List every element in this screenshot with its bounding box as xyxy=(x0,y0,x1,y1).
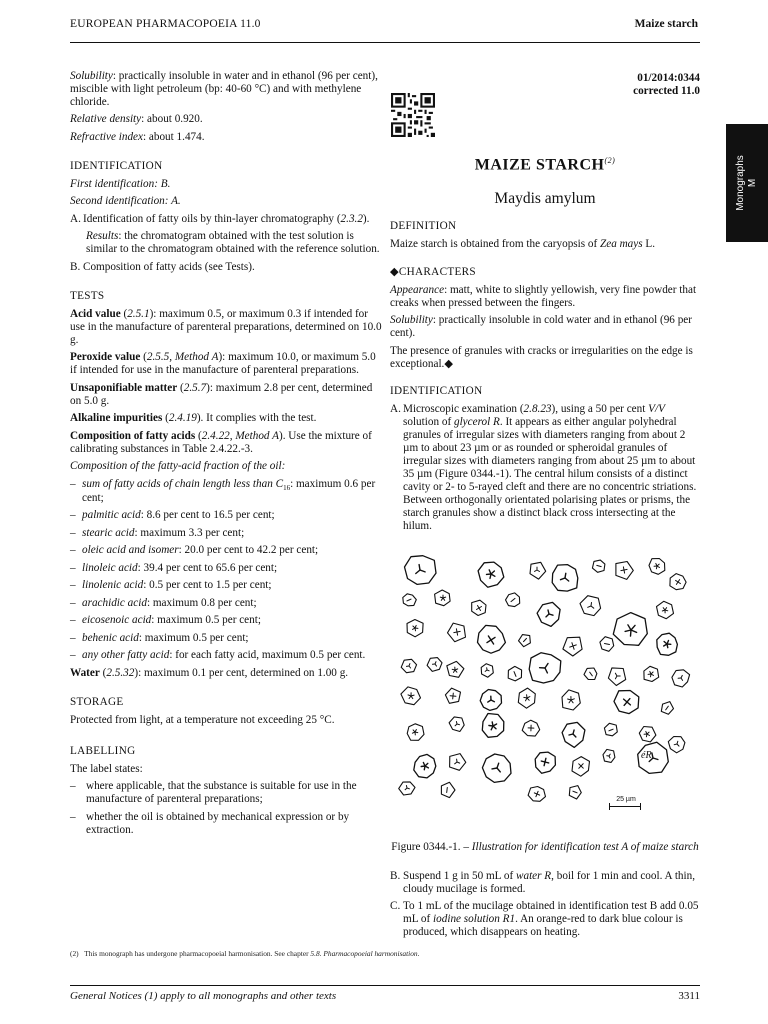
granule-hilum xyxy=(624,569,627,570)
label-states: The label states: xyxy=(70,762,143,775)
footer-rule xyxy=(70,985,700,986)
list-item: – sum of fatty acids of chain length less than $C_{16}$: maximum 0.6 per cent; xyxy=(70,477,376,504)
running-header-right: Maize starch xyxy=(634,18,698,30)
figure-signature: éR xyxy=(641,750,652,761)
list-item: – eicosenoic acid: maximum 0.5 per cent; xyxy=(70,614,261,627)
correction-note: corrected 11.0 xyxy=(633,85,700,98)
results-paragraph: Results: the chromatogram obtained with the test solution is similar to the chromatogram obtained with the reference solution. xyxy=(86,230,380,256)
figure-caption: Figure 0344.-1. – Illustration for identification test A of maize starch xyxy=(391,841,699,853)
solubility-paragraph: Solubility: practically insoluble in water and in ethanol (96 per cent), miscible with light petroleum (bp: 40-60 °C) and with methylene chloride. xyxy=(70,70,378,108)
acid-value-paragraph: Acid value (2.5.1): maximum 0.5, or maximum 0.3 if intended for use in the manufacture of parenteral preparations, determined on 10.0 g. xyxy=(70,307,382,346)
right-column xyxy=(390,220,700,537)
identification-test-a: A. Identification of fatty oils by thin-layer chromatography (2.3.2). xyxy=(70,212,370,225)
peroxide-value-paragraph: Peroxide value (2.5.5, Method A): maximum 10.0, or maximum 5.0 if intended for use in the manufacture of parenteral preparations. xyxy=(70,351,376,377)
granule-hilum xyxy=(565,573,566,578)
footnote: (2) This monograph has undergone pharmacopoeial harmonisation. See chapter 5.8. Pharmacopoeial harmonisation. xyxy=(70,949,420,958)
granule-hilum xyxy=(656,566,657,569)
granule-hilum xyxy=(545,758,546,762)
list-item: – linolenic acid: 0.5 per cent to 1.5 per cent; xyxy=(70,579,272,592)
granules-paragraph: The presence of granules with cracks or irregularities on the edge is exceptional.◆ xyxy=(390,344,693,370)
granule-hilum xyxy=(591,603,592,607)
side-tab-letter: M xyxy=(747,178,758,188)
scale-bar xyxy=(609,806,641,807)
qr-code-icon xyxy=(391,93,435,137)
identification-test-b-right: B. Suspend 1 g in 50 mL of water R, boil for 1 min and cool. A thin, cloudy mucilage is formed. xyxy=(390,870,696,895)
appearance-paragraph: Appearance: matt, white to slightly yellowish, very fine powder that creaks when pressed between the fingers. xyxy=(390,283,697,309)
starch-granules-figure xyxy=(395,548,695,820)
header-rule xyxy=(70,42,700,43)
second-identification: Second identification: A. xyxy=(70,195,181,208)
latin-name: Maydis amylum xyxy=(494,190,596,207)
alkaline-impurities-paragraph: Alkaline impurities (2.4.19). It complies with the test. xyxy=(70,412,317,425)
list-item: – stearic acid: maximum 3.3 per cent; xyxy=(70,526,245,539)
right-column-tests xyxy=(390,870,700,944)
solubility-paragraph-right: Solubility: practically insoluble in cold water and in ethanol (96 per cent). xyxy=(390,314,692,340)
list-item: – where applicable, that the substance is suitable for use in the manufacture of parenteral preparations; xyxy=(70,780,357,806)
granule-hilum xyxy=(651,674,652,677)
identification-heading-right: IDENTIFICATION xyxy=(390,384,483,397)
first-identification: First identification: B. xyxy=(70,177,171,190)
composition-paragraph: Composition of fatty acids (2.4.22, Method A). Use the mixture of calibrating substances in Table 2.4.22.-3. xyxy=(70,429,372,455)
refractive-index-paragraph: Refractive index: about 1.474. xyxy=(70,130,205,143)
granule-hilum xyxy=(646,734,647,737)
granule-hilum xyxy=(605,644,608,645)
monographs-side-tab xyxy=(726,124,768,242)
unsaponifiable-paragraph: Unsaponifiable matter (2.5.7): maximum 2.8 per cent, determined on 5.0 g. xyxy=(70,381,373,407)
monograph-title: MAIZE STARCH$^{(2)}$ xyxy=(474,156,616,174)
starch-granule xyxy=(580,596,601,616)
granule-hilum xyxy=(492,768,497,769)
footer-general-notices: General Notices (1) apply to all monographs and other texts xyxy=(70,990,337,1002)
characters-heading: ◆CHARACTERS xyxy=(390,265,476,278)
fatty-acid-list xyxy=(70,478,382,663)
scale-bar-tick xyxy=(609,803,610,810)
granule-hilum xyxy=(406,786,407,789)
relative-density-paragraph: Relative density: about 0.920. xyxy=(70,113,203,126)
list-item: – oleic acid and isomer: 20.0 per cent to 42.2 per cent; xyxy=(70,544,319,557)
labelling-heading: LABELLING xyxy=(70,744,136,757)
starch-granules-illustration xyxy=(395,548,695,820)
definition-heading: DEFINITION xyxy=(390,220,457,232)
scale-bar-label: 25 µm xyxy=(616,796,636,803)
granule-hilum xyxy=(631,630,632,636)
left-column xyxy=(70,70,382,841)
list-item: – whether the oil is obtained by mechanical expression or by extraction. xyxy=(70,810,350,836)
list-item: – linoleic acid: 39.4 per cent to 65.6 per cent; xyxy=(70,561,278,574)
granule-hilum xyxy=(597,565,599,566)
running-header-left: EUROPEAN PHARMACOPOEIA 11.0 xyxy=(70,18,261,30)
identification-heading: IDENTIFICATION xyxy=(70,159,163,172)
starch-granule xyxy=(441,782,455,797)
identification-test-b: B. Composition of fatty acids (see Tests). xyxy=(70,260,255,273)
granule-hilum xyxy=(457,631,460,632)
granule-hilum xyxy=(456,722,457,725)
storage-text: Protected from light, at a temperature not exceeding 25 °C. xyxy=(70,713,335,726)
storage-heading: STORAGE xyxy=(70,695,124,708)
list-item: – arachidic acid: maximum 0.8 per cent; xyxy=(70,596,257,609)
monograph-number: 01/2014:0344 xyxy=(637,72,700,84)
granule-hilum xyxy=(419,565,420,570)
identification-test-a-right: A. Microscopic examination (2.8.23), using a 50 per cent V/V solution of glycerol R. It appears as either angular polyhedral granules of irregular sizes with diameters ranging from about 2 µm to about 23 µm or as rounded or spheroidal granules of irregular sizes with diameters ranging from about 25 µm to about 35 µm (Figure 0344.-1). The central hilum consists of a distinct cavity or 2- to 5-rayed cleft and there are no concentric striations. Between orthogonally orientated polarising plates or prisms, the starch granules show a distinct black cross intersecting at the hilum. xyxy=(390,402,697,532)
composition-fraction-intro: Composition of the fatty-acid fraction of the oil: xyxy=(70,460,286,473)
scale-bar-tick xyxy=(640,803,641,810)
starch-granule xyxy=(668,737,685,753)
side-tab-label: Monographs xyxy=(735,155,746,211)
starch-granule xyxy=(616,562,633,580)
water-paragraph: Water (2.5.32): maximum 0.1 per cent, determined on 1.00 g. xyxy=(70,666,349,679)
granule-hilum xyxy=(490,574,491,578)
definition-text: Maize starch is obtained from the caryopsis of Zea mays L. xyxy=(390,237,656,250)
identification-test-c-right: C. To 1 mL of the mucilage obtained in identification test B add 0.05 mL of iodine solution R1. An orange-red to dark blue colour is produced, which disappears on heating. xyxy=(390,900,699,939)
list-item: – any other fatty acid: for each fatty acid, maximum 0.5 per cent. xyxy=(70,649,366,662)
list-item: – behenic acid: maximum 0.5 per cent; xyxy=(70,631,249,644)
page-number: 3311 xyxy=(678,990,700,1002)
list-item: – palmitic acid: 8.6 per cent to 16.5 per cent; xyxy=(70,509,275,522)
monograph-reference xyxy=(633,72,700,99)
tests-heading: TESTS xyxy=(70,289,105,302)
